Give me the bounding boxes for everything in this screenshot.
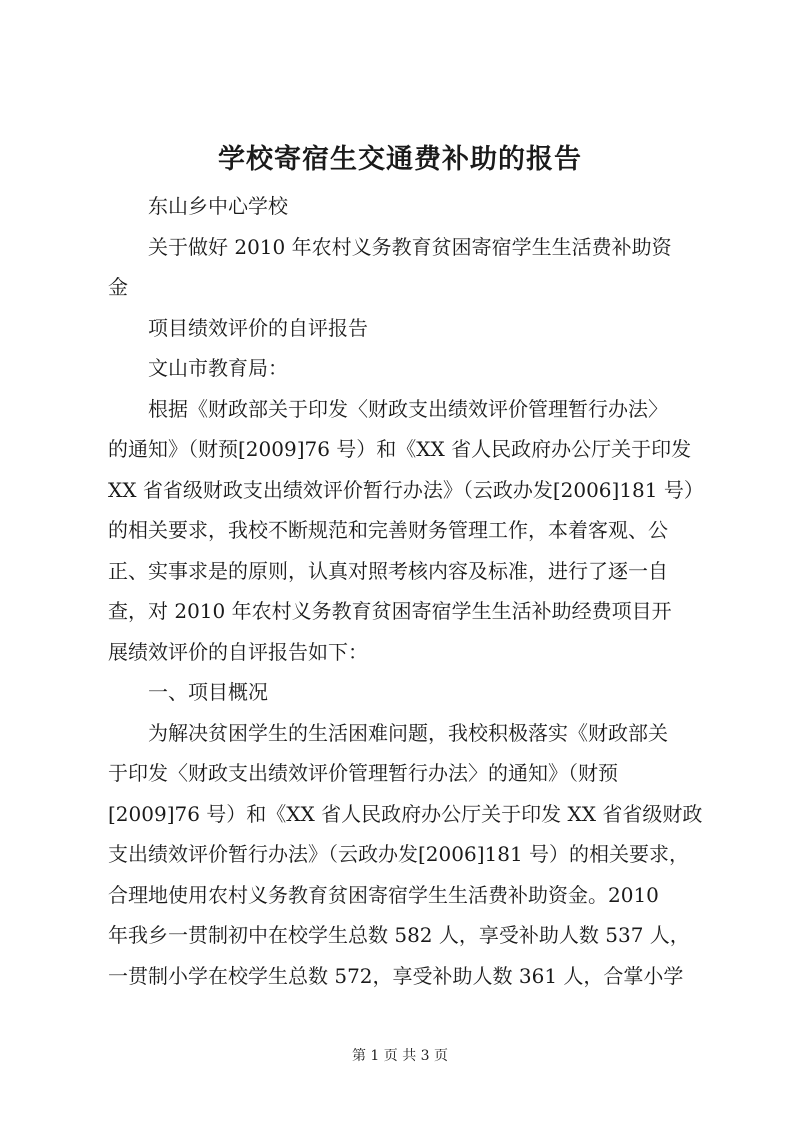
body-line: 东山乡中心学校 — [148, 194, 288, 218]
body-line: 正、实事求是的原则，认真对照考核内容及标准，进行了逐一自 — [108, 558, 668, 583]
body-line: 一、项目概况 — [148, 680, 268, 704]
body-line: XX 省省级财政支出绩效评价暂行办法》（云政办发[2006]181 号） — [108, 477, 704, 502]
body-line: [2009]76 号）和《XX 省人民政府办公厅关于印发 XX 省省级财政 — [108, 801, 703, 826]
document-body — [108, 186, 704, 996]
page-number-footer: 第 1 页 共 3 页 — [351, 1048, 449, 1064]
body-line: 于印发〈财政支出绩效评价管理暂行办法〉的通知》（财预 — [108, 761, 618, 785]
body-line: 关于做好 2010 年农村义务教育贫困寄宿学生生活费补助资 — [148, 234, 672, 259]
body-line: 合理地使用农村义务教育贫困寄宿学生生活费补助资金。2010 — [108, 882, 659, 907]
body-line: 年我乡一贯制初中在校学生总数 582 人，享受补助人数 537 人， — [108, 923, 690, 947]
body-line: 支出绩效评价暂行办法》（云政办发[2006]181 号）的相关要求， — [108, 842, 690, 866]
body-line: 一贯制小学在校学生总数 572，享受补助人数 361 人，合掌小学 — [108, 963, 684, 988]
body-line: 展绩效评价的自评报告如下： — [108, 639, 368, 664]
document-title: 学校寄宿生交通费补助的报告 — [218, 144, 582, 175]
body-line: 根据《财政部关于印发〈财政支出绩效评价管理暂行办法〉 — [148, 396, 668, 421]
body-line: 项目绩效评价的自评报告 — [148, 315, 368, 340]
body-line: 的相关要求，我校不断规范和完善财务管理工作，本着客观、公 — [108, 518, 668, 542]
body-line: 为解决贫困学生的生活困难问题，我校积极落实《财政部关 — [148, 720, 668, 745]
body-line: 查，对 2010 年农村义务教育贫困寄宿学生生活补助经费项目开 — [108, 599, 672, 623]
body-line: 金 — [108, 275, 128, 299]
body-line: 的通知》（财预[2009]76 号）和《XX 省人民政府办公厅关于印发 — [108, 437, 692, 461]
body-line: 文山市教育局： — [148, 356, 288, 380]
